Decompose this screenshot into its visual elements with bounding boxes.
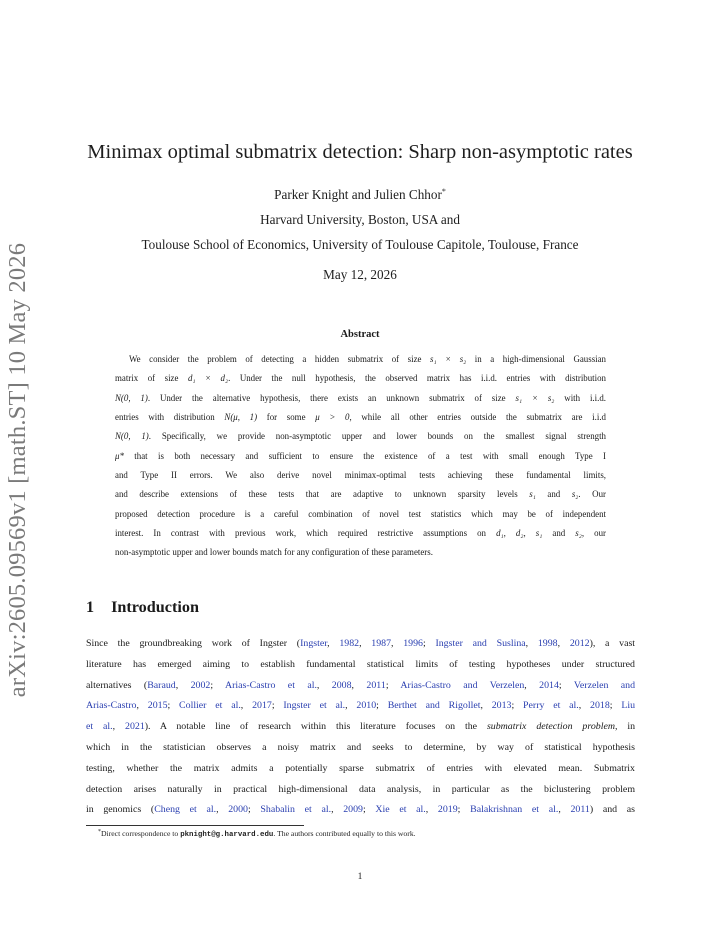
math-inline: d₁, d₂, s₁	[496, 528, 543, 539]
body-text: alternatives (	[86, 679, 148, 691]
body-text: ,	[524, 679, 540, 691]
body-text: ), a vast	[589, 638, 635, 649]
citation-link[interactable]: Arias-Castro and Verzelen	[400, 679, 525, 691]
body-text: ;	[271, 700, 284, 712]
citation-link[interactable]: 2017	[252, 700, 272, 712]
authors: Parker Knight and Julien Chhor	[274, 187, 442, 202]
citation-link[interactable]: Berthet and Rigollet	[387, 700, 481, 712]
abstract-text: matrix of size	[115, 373, 188, 384]
citation-link[interactable]: 2014	[539, 679, 559, 691]
body-text: ,	[525, 638, 538, 649]
abstract-line	[115, 466, 606, 485]
body-text: ;	[167, 700, 180, 712]
abstract-line	[115, 485, 606, 504]
citation-link[interactable]: Xie et al.	[375, 804, 426, 816]
body-line	[86, 780, 635, 801]
math-inline: s₂	[575, 528, 582, 539]
citation-link[interactable]: 2019	[437, 804, 458, 816]
body-text: ,	[331, 804, 344, 816]
abstract-body	[115, 350, 606, 563]
citation-link[interactable]: Arias-Castro et al.	[224, 679, 317, 691]
abstract-text: . Our	[578, 489, 606, 500]
affiliation-1: Harvard University, Boston, USA and	[260, 212, 460, 227]
math-inline: s₁ × s₂	[515, 392, 555, 403]
body-text: ;	[558, 679, 574, 691]
body-text: ,	[112, 721, 125, 733]
body-line	[86, 634, 635, 655]
footnote-text-before: Direct correspondence to	[101, 829, 181, 838]
citation-link[interactable]: et al.	[86, 721, 113, 733]
citation-link[interactable]: Cheng et al.	[154, 804, 217, 816]
citation-link[interactable]: Perry et al.	[523, 700, 579, 712]
body-text: ,	[578, 700, 591, 712]
abstract-line	[115, 427, 606, 446]
abstract-line	[115, 350, 606, 369]
body-text: ;	[362, 804, 376, 816]
citation-link[interactable]: 2011	[570, 804, 590, 816]
math-inline: μ > 0	[315, 412, 350, 423]
citation-link[interactable]: Ingster and Suslina	[435, 638, 526, 649]
abstract-text: in a high-dimensional Gaussian	[466, 354, 606, 364]
citation-link[interactable]: 2013	[491, 700, 512, 712]
citation-link[interactable]: 2012	[569, 638, 590, 649]
citation-link[interactable]: Balakrishnan et al.	[470, 804, 559, 816]
math-inline: s₁ × s₂	[430, 354, 467, 364]
section-title: Introduction	[111, 598, 199, 616]
footnote-email-link[interactable]: pknight@g.harvard.edu	[180, 831, 274, 839]
footnote-text-after: . The authors contributed equally to this work.	[273, 829, 416, 838]
introduction-text	[86, 634, 635, 821]
abstract-heading: Abstract	[340, 329, 380, 340]
citation-link[interactable]: Ingster	[300, 638, 328, 649]
body-text: in genomics (	[86, 804, 155, 816]
body-text: ,	[175, 679, 191, 691]
body-text: which in the statistician observes a noisy matrix and seeks to determine, by way of statistical hypothesis	[86, 741, 635, 753]
author-line	[0, 187, 720, 203]
body-text: , in	[614, 721, 635, 733]
abstract-text: and	[542, 528, 576, 539]
body-text: ) and as	[589, 804, 635, 816]
abstract-line	[115, 524, 606, 543]
affiliation-2: Toulouse School of Economics, University of Toulouse Capitole, Toulouse, France	[141, 237, 579, 252]
citation-link[interactable]: Verzelen and	[573, 679, 635, 691]
paper-date: May 12, 2026	[323, 267, 397, 282]
arxiv-identifier-text: arXiv:2605.09569v1 [math.ST] 10 May 2026	[4, 242, 31, 698]
body-text: ,	[425, 804, 438, 816]
body-text: ). A notable line of research within this literature focuses on the	[144, 721, 487, 733]
citation-link[interactable]: 2010	[356, 700, 377, 712]
citation-link[interactable]: 2015	[147, 700, 168, 712]
citation-link[interactable]: 2000	[228, 804, 248, 816]
abstract-line	[115, 389, 606, 408]
body-text: ,	[557, 638, 570, 649]
body-text: ,	[391, 638, 404, 649]
body-text: ;	[422, 638, 436, 649]
footnote	[98, 829, 416, 839]
footnote-rule	[86, 825, 304, 826]
body-line	[86, 696, 635, 717]
body-line	[86, 655, 635, 676]
citation-link[interactable]: 2009	[343, 804, 363, 816]
body-line	[86, 738, 635, 759]
abstract-text: that is both necessary and sufficient to ensure the existence of a test with small enough Type I	[123, 450, 606, 461]
abstract-text: and describe extensions of these tests that are adaptive to unknown sparsity levels	[115, 489, 530, 500]
body-line	[86, 717, 635, 738]
body-text: Since the groundbreaking work of Ingster (	[86, 638, 301, 649]
math-inline: N(μ, 1)	[224, 412, 258, 423]
footnote-mark: *	[98, 829, 101, 835]
math-inline: N(0, 1)	[115, 431, 149, 442]
math-inline: N(0, 1)	[115, 392, 148, 403]
citation-link[interactable]: 2021	[125, 721, 145, 733]
body-text: testing, whether the matrix admits a potentially sparse submatrix of entries with elevated mean. Submatrix	[86, 762, 635, 774]
abstract-text: entries with distribution	[115, 412, 225, 423]
paper-title: Minimax optimal submatrix detection: Sharp non-asymptotic rates	[87, 141, 633, 163]
body-text: ;	[609, 700, 622, 712]
citation-link[interactable]: 1998	[537, 638, 558, 649]
citation-link[interactable]: Arias-Castro	[86, 700, 137, 712]
abstract-text: . Under the alternative hypothesis, there exists an unknown submatrix of size	[147, 392, 516, 403]
citation-link[interactable]: Baraud	[147, 679, 176, 691]
abstract-text: and	[535, 489, 572, 500]
abstract-text: , while all other entries outside the submatrix are i.i.d	[349, 412, 606, 423]
body-text: ,	[480, 700, 492, 712]
citation-link[interactable]: Collier et al.	[179, 700, 241, 712]
abstract-text: . Under the null hypothesis, the observed matrix has i.i.d. entries with distribution	[228, 373, 606, 384]
abstract-text: We consider the problem of detecting a hidden submatrix of size	[129, 354, 431, 364]
citation-link[interactable]: Liu	[621, 700, 635, 712]
body-text: ;	[457, 804, 471, 816]
abstract-text: non-asymptotic upper and lower bounds match for any configuration of these parameters.	[115, 547, 433, 558]
abstract-text: for some	[257, 412, 316, 423]
abstract-line	[115, 543, 606, 562]
body-text: ;	[376, 700, 388, 712]
body-text: ,	[216, 804, 229, 816]
body-text: literature has emerged aiming to establish fundamental statistical limits of testing hypotheses under structured	[86, 658, 635, 670]
body-text: ,	[359, 638, 372, 649]
citation-link[interactable]: 1987	[371, 638, 392, 649]
section-heading	[86, 598, 199, 617]
body-text: ;	[247, 804, 261, 816]
body-line	[86, 676, 635, 697]
body-text: ,	[316, 679, 332, 691]
body-text: ,	[351, 679, 367, 691]
body-line	[86, 759, 635, 780]
citation-link[interactable]: 2018	[590, 700, 610, 712]
emphasized-term: submatrix detection problem	[486, 721, 615, 733]
body-line	[86, 800, 635, 821]
citation-link[interactable]: 2002	[190, 679, 211, 691]
abstract-text: proposed detection procedure is a careful combination of novel test statistics which may be of independent	[115, 508, 606, 519]
abstract-line	[115, 369, 606, 388]
body-text: detection arises naturally in practical high-dimensional data analysis, in particular as the biclustering problem	[86, 783, 635, 795]
abstract-text: , our	[581, 528, 606, 539]
math-inline: d₁ × d₂	[187, 373, 229, 384]
abstract-text: and Type II errors. We also derive novel minimax-optimal tests achieving these fundamental limits,	[115, 470, 606, 481]
body-text: ;	[210, 679, 225, 691]
abstract-text: . Specifically, we provide non-asymptotic upper and lower bounds on the smallest signal strength	[148, 431, 606, 442]
math-inline: μ*	[115, 450, 124, 461]
body-text: ;	[385, 679, 401, 691]
citation-link[interactable]: 1982	[339, 638, 360, 649]
abstract-text: with i.i.d.	[554, 392, 606, 403]
body-text: ,	[558, 804, 571, 816]
abstract-line	[115, 408, 606, 427]
section-number: 1	[86, 598, 95, 616]
math-inline: s₂	[571, 489, 579, 500]
page-number: 1	[357, 872, 363, 882]
author-footnote-mark: *	[441, 187, 446, 196]
citation-link[interactable]: Ingster et al.	[283, 700, 346, 712]
body-text: ,	[327, 638, 340, 649]
citation-link[interactable]: 1996	[403, 638, 423, 649]
abstract-line	[115, 505, 606, 524]
body-text: ;	[511, 700, 524, 712]
body-text: ,	[345, 700, 357, 712]
citation-link[interactable]: 2011	[366, 679, 386, 691]
citation-link[interactable]: Shabalin et al.	[260, 804, 332, 816]
body-text: ,	[240, 700, 253, 712]
citation-link[interactable]: 2008	[331, 679, 352, 691]
body-text: ,	[136, 700, 148, 712]
abstract-line	[115, 447, 606, 466]
abstract-text: interest. In contrast with previous work, which required restrictive assumptions on	[115, 528, 497, 539]
math-inline: s₁	[529, 489, 536, 500]
